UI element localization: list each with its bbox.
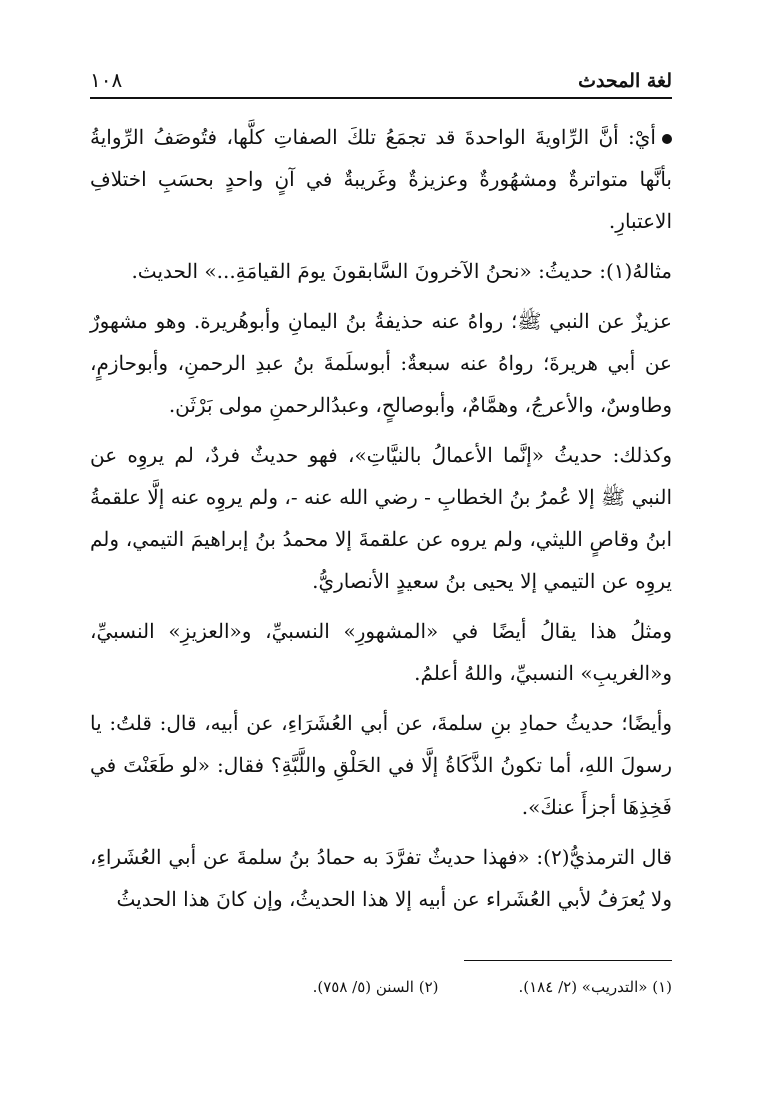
page-header (90, 58, 672, 92)
footnotes (90, 975, 672, 999)
paragraph: عزيزٌ عن النبي ﷺ؛ رواهُ عنه حذيفةُ بنُ اليمانِ وأبوهُريرة. وهو مشهورٌ عن أبي هريرةَ؛ رواهُ عنه سبعةٌ: أبوسلَمةَ بنُ عبدِ الرحمنِ، وأبوحازمٍ، وطاوسٌ، والأعرجُ، وهمَّامٌ، وأبوصالحٍ، وعبدُالرحمنِ مولى بَرْثَن. (90, 309, 672, 417)
footnote-rule (464, 960, 672, 961)
page-number: ١٠٨ (90, 68, 123, 92)
bullet-icon (662, 134, 672, 144)
book-page (90, 0, 672, 1108)
paragraph (90, 116, 672, 242)
body-text (90, 116, 672, 928)
footnote-1: (١) «التدريب» (٢/ ١٨٤). (518, 978, 672, 996)
paragraph: مثالهُ(١): حديثُ: «نحنُ الآخرونَ السَّابقونَ يومَ القيامَةِ...» الحديث. (131, 259, 672, 283)
paragraph: وكذلك: حديثُ «إنَّما الأعمالُ بالنيَّاتِ»، فهو حديثٌ فردٌ، لم يروِه عن النبي ﷺ إلا عُمرُ بنُ الخطابِ - رضي الله عنه -، ولم يروِه عنه إلَّا علقمةُ ابنُ وقاصٍ الليثي، ولم يروه عن علقمةَ إلا محمدُ بنُ إبراهيمَ التيمي، ولم يروِه عن التيمي إلا يحيى بنُ سعيدٍ الأنصاريُّ. (90, 443, 672, 593)
footnote-2: (٢) السنن (٥/ ٧٥٨). (312, 978, 439, 996)
paragraph: وأيضًا؛ حديثُ حمادِ بنِ سلمةَ، عن أبي العُشَرَاءِ، عن أبيه، قال: قلتُ: يا رسولَ اللهِ، أما تكونُ الذَّكَاةُ إلَّا في الحَلْقِ واللَّبَّةِ؟ فقال: «لو طَعَنْتَ في فَخِذِهَا أجزأَ عنكَ». (90, 711, 672, 819)
paragraph: ومثلُ هذا يقالُ أيضًا في «المشهورِ» النسبيِّ، و«العزيزِ» النسبيِّ، و«الغريبِ» النسبيِّ، واللهُ أعلمُ. (90, 619, 672, 685)
paragraph: قال الترمذيُّ(٢): «فهذا حديثٌ تفرَّدَ به حمادُ بنُ سلمةَ عن أبي العُشَراءِ، ولا يُعرَفُ لأبي العُشَراء عن أبيه إلا هذا الحديثُ، وإن كانَ هذا الحديثُ (90, 845, 673, 911)
header-rule (90, 97, 672, 99)
paragraph-text: أيْ: أنَّ الرِّاويةَ الواحدةَ قد تجمَعُ تلكَ الصفاتِ كلَّها، فتُوصَفُ الرِّوايةُ بأنَّها متواترةٌ ومشهُورةٌ وعزيزةٌ وغَريبةٌ في آنٍ واحدٍ بحسَبِ اختلافِ الاعتبارِ. (90, 125, 672, 233)
running-title: لغة المحدث (578, 70, 672, 92)
